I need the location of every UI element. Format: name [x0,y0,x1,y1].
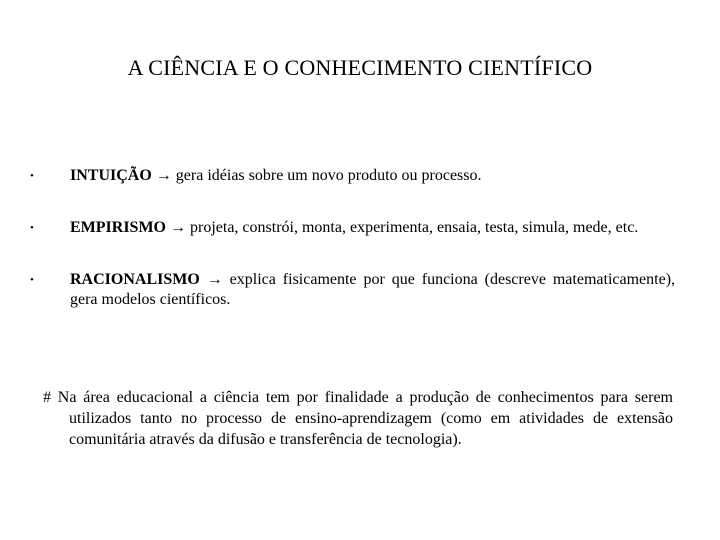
slide-title: A CIÊNCIA E O CONHECIMENTO CIENTÍFICO [127,55,593,80]
bullet-item-empirismo [30,218,675,238]
note-paragraph: # Na área educacional a ciência tem por finalidade a produção de conhecimentos para serem utilizados tanto no processo de ensino-aprendizagem (como em atividades de extensão comunitária através da difusão e transferência de tecnologia). [43,389,673,448]
bullet-term: RACIONALISMO [70,271,200,288]
bullet-text: projeta, constrói, monta, experimenta, ensaia, testa, simula, mede, etc. [190,219,639,236]
bullet-icon: • [30,222,34,234]
bullet-item-intuicao [30,166,675,186]
bullet-term: INTUIÇÃO [70,167,152,184]
arrow-icon: → [155,167,172,184]
bullet-icon: • [30,274,34,286]
bullet-text: explica fisicamente por que funciona (descreve matematicamente), gera modelos científicos. [70,271,676,308]
bullet-text: gera idéias sobre um novo produto ou processo. [175,167,482,184]
bullet-icon: • [30,170,34,182]
bullet-item-racionalismo [30,270,675,310]
bullet-list [30,166,675,310]
bullet-term: EMPIRISMO [70,219,166,236]
arrow-icon: → [206,271,223,288]
arrow-icon: → [170,219,186,236]
